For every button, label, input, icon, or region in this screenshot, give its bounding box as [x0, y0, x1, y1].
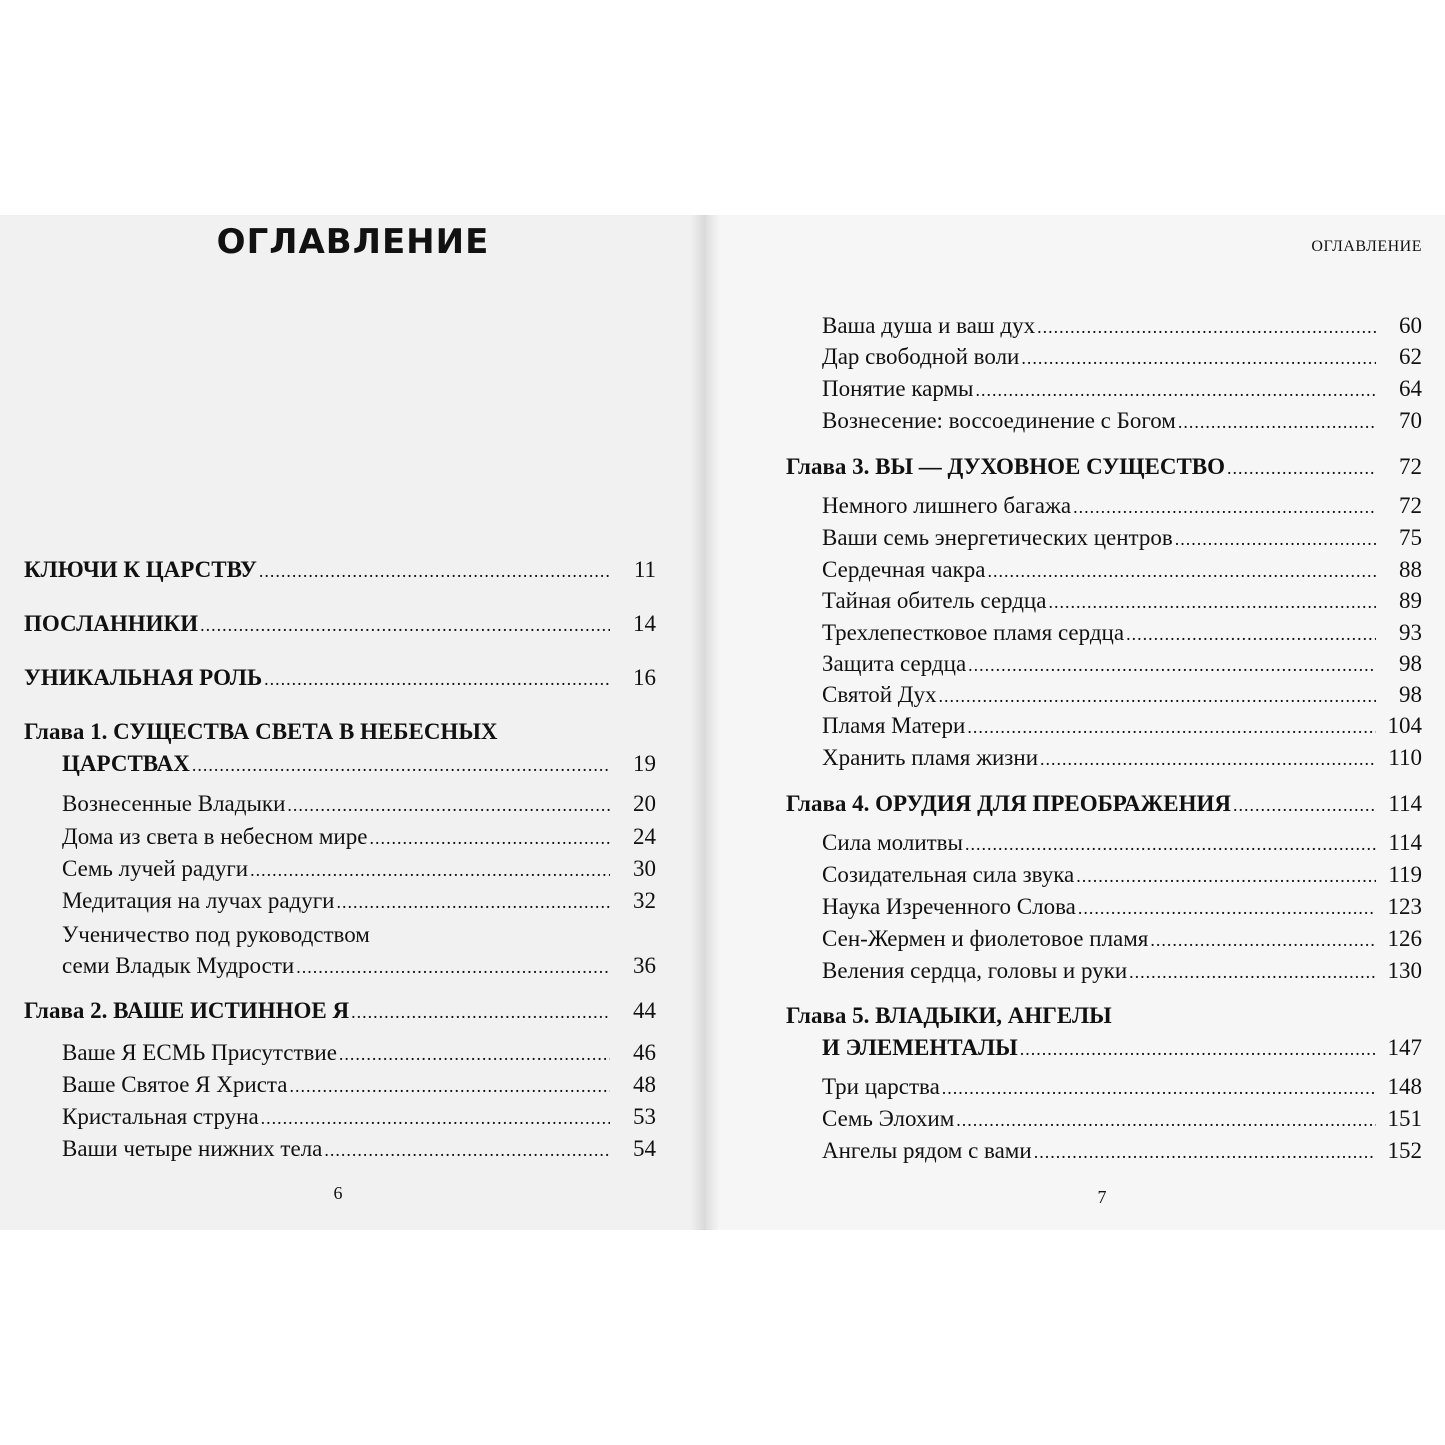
toc-entry-title: Семь Элохим [822, 1106, 955, 1131]
toc-entry [822, 621, 1422, 644]
toc-entry [62, 1041, 656, 1064]
toc-entry [822, 314, 1422, 337]
toc-entry [822, 652, 1422, 675]
toc-leader-dots [1076, 867, 1376, 885]
toc-entry [822, 714, 1422, 737]
toc-entry-title: Дар свободной воли [822, 344, 1020, 369]
toc-entry-title: Трехлепестковое пламя сердца [822, 620, 1125, 645]
toc-entry [786, 455, 1422, 478]
toc-entry-title: Глава 3. ВЫ — ДУХОВНОЕ СУЩЕСТВО [786, 454, 1226, 479]
toc-entry [822, 1036, 1422, 1059]
toc-entry-page: 110 [1388, 745, 1422, 770]
toc-entry [62, 752, 656, 775]
toc-leader-dots [296, 958, 610, 976]
toc-leader-dots [336, 893, 610, 911]
toc-entry [822, 831, 1422, 854]
toc-leader-dots [968, 656, 1376, 674]
toc-entry-page: 89 [1399, 588, 1422, 613]
toc-entry [822, 683, 1422, 706]
toc-entry-page: 98 [1399, 651, 1422, 676]
toc-entry-page: 54 [633, 1136, 656, 1161]
toc-leader-dots [264, 670, 610, 688]
toc-leader-dots [987, 562, 1376, 580]
toc-entry-page: 32 [633, 888, 656, 913]
toc-entry-title: Семь лучей радуги [62, 856, 249, 881]
toc-entry-page: 11 [633, 557, 656, 582]
toc-entry-title: Сила молитвы [822, 830, 963, 855]
toc-entry-title: Понятие кармы [822, 376, 974, 401]
toc-leader-dots [289, 1077, 610, 1095]
toc-entry-page: 72 [1399, 493, 1422, 518]
toc-leader-dots [942, 1079, 1376, 1097]
toc-entry-title: Немного лишнего багажа [822, 493, 1072, 518]
toc-leader-dots [261, 1109, 610, 1127]
toc-entry-title: Три царства [822, 1074, 940, 1099]
toc-entry-page: 44 [633, 998, 656, 1023]
toc-leader-dots [351, 1003, 610, 1021]
toc-entry-title: Сен-Жермен и фиолетовое пламя [822, 926, 1149, 951]
toc-entry-title: УНИКАЛЬНАЯ РОЛЬ [24, 665, 263, 690]
toc-entry-title: Святой Дух [822, 682, 937, 707]
toc-entry [822, 558, 1422, 581]
toc-leader-dots [1150, 931, 1376, 949]
toc-entry-page: 36 [633, 953, 656, 978]
toc-entry-page: 16 [633, 665, 656, 690]
toc-leader-dots [339, 1045, 610, 1063]
toc-entry-page: 88 [1399, 557, 1422, 582]
chapter-heading-line: Глава 1. СУЩЕСТВА СВЕТА В НЕБЕСНЫХ [24, 719, 498, 744]
toc-entry-page: 151 [1387, 1106, 1422, 1131]
toc-entry-title: Ваше Я ЕСМЬ Присутствие [62, 1040, 337, 1065]
toc-entry [822, 863, 1422, 886]
toc-leader-dots [1020, 1040, 1376, 1058]
toc-leader-dots [1227, 459, 1376, 477]
toc-entry-title: Защита сердца [822, 651, 967, 676]
toc-entry-page: 30 [633, 856, 656, 881]
toc-entry [822, 409, 1422, 432]
toc-entry [822, 1075, 1422, 1098]
toc-entry-title: ПОСЛАННИКИ [24, 611, 199, 636]
toc-leader-dots [965, 835, 1376, 853]
toc-entry-page: 60 [1399, 313, 1422, 338]
toc-leader-dots [976, 381, 1376, 399]
toc-entry-title: Тайная обитель сердца [822, 588, 1047, 613]
toc-entry-page: 114 [1388, 830, 1422, 855]
page-number: 7 [1097, 1187, 1107, 1207]
toc-entry-page: 98 [1399, 682, 1422, 707]
toc-leader-dots [1037, 318, 1376, 336]
toc-leader-dots [192, 756, 610, 774]
toc-entry-page: 119 [1388, 862, 1422, 887]
toc-leader-dots [324, 1141, 610, 1159]
toc-entry-page: 148 [1387, 1074, 1422, 1099]
toc-leader-dots [1126, 625, 1376, 643]
running-head: ОГЛАВЛЕНИЕ [1311, 238, 1422, 255]
toc-leader-dots [956, 1111, 1376, 1129]
toc-entry-page: 130 [1387, 958, 1422, 983]
toc-entry-title: Ваше Святое Я Христа [62, 1072, 288, 1097]
chapter-heading-line: Глава 5. ВЛАДЫКИ, АНГЕЛЫ [786, 1003, 1112, 1028]
toc-entry-page: 62 [1399, 344, 1422, 369]
toc-entry-title: Вознесение: воссоединение с Богом [822, 408, 1176, 433]
toc-entry-page: 24 [633, 824, 656, 849]
toc-entry [822, 959, 1422, 982]
toc-entry-title: Наука Изреченного Слова [822, 894, 1076, 919]
page-number: 6 [333, 1183, 343, 1203]
toc-entry-title: Веления сердца, головы и руки [822, 958, 1128, 983]
toc-leader-dots [1034, 1143, 1376, 1161]
toc-entry-page: 75 [1399, 525, 1422, 550]
toc-leader-dots [250, 861, 610, 879]
toc-leader-dots [1040, 750, 1376, 768]
toc-entry-title: Созидательная сила звука [822, 862, 1075, 887]
toc-entry-page: 48 [633, 1072, 656, 1097]
toc-entry [24, 612, 656, 635]
toc-leader-dots [287, 796, 610, 814]
toc-entry-title: Ваши семь энергетических центров [822, 525, 1173, 550]
toc-entry [822, 895, 1422, 918]
toc-entry [822, 746, 1422, 769]
toc-leader-dots [1233, 796, 1376, 814]
toc-entry-page: 93 [1399, 620, 1422, 645]
toc-entry [24, 999, 656, 1022]
toc-entry [822, 526, 1422, 549]
toc-entry-title: Ангелы рядом с вами [822, 1138, 1032, 1163]
book-gutter [690, 215, 720, 1230]
page-title: ОГЛАВЛЕНИЕ [216, 222, 490, 262]
toc-leader-dots [967, 718, 1376, 736]
toc-leader-dots [1021, 349, 1376, 367]
toc-entry-title: Ваши четыре нижних тела [62, 1136, 323, 1161]
toc-entry-title: Вознесенные Владыки [62, 791, 286, 816]
toc-entry-page: 20 [633, 791, 656, 816]
toc-entry [62, 792, 656, 815]
toc-entry-title: семи Владык Мудрости [62, 953, 295, 978]
toc-entry-page: 46 [633, 1040, 656, 1065]
toc-entry [62, 825, 656, 848]
toc-entry-title: Дома из света в небесном мире [62, 824, 368, 849]
toc-entry-page: 152 [1387, 1138, 1422, 1163]
toc-entry [24, 558, 656, 581]
toc-entry [822, 1139, 1422, 1162]
toc-entry [62, 954, 656, 977]
toc-leader-dots [1178, 413, 1376, 431]
toc-entry-page: 114 [1388, 791, 1422, 816]
toc-entry [24, 666, 656, 689]
toc-entry [62, 857, 656, 880]
toc-leader-dots [1048, 593, 1376, 611]
toc-entry-page: 64 [1399, 376, 1422, 401]
toc-entry-title: Ваша душа и ваш дух [822, 313, 1036, 338]
toc-entry-page: 126 [1387, 926, 1422, 951]
toc-leader-dots [369, 829, 610, 847]
toc-entry [786, 792, 1422, 815]
toc-entry-title: Кристальная струна [62, 1104, 259, 1129]
toc-entry [822, 494, 1422, 517]
toc-entry-title-line: Ученичество под руководством [62, 922, 370, 947]
toc-entry-page: 72 [1399, 454, 1422, 479]
toc-entry-title: КЛЮЧИ К ЦАРСТВУ [24, 557, 257, 582]
toc-entry [822, 1107, 1422, 1130]
toc-entry-title: Сердечная чакра [822, 557, 986, 582]
toc-leader-dots [938, 687, 1376, 705]
toc-entry [62, 1105, 656, 1128]
toc-entry-page: 70 [1399, 408, 1422, 433]
toc-entry-title: ЦАРСТВАХ [62, 751, 190, 776]
toc-leader-dots [200, 616, 610, 634]
toc-entry [822, 589, 1422, 612]
toc-entry [62, 1137, 656, 1160]
toc-leader-dots [1073, 498, 1376, 516]
toc-entry-page: 104 [1387, 713, 1422, 738]
toc-entry-page: 53 [633, 1104, 656, 1129]
toc-entry [62, 889, 656, 912]
toc-entry-page: 14 [633, 611, 656, 636]
toc-leader-dots [1129, 963, 1376, 981]
toc-entry-title: Хранить пламя жизни [822, 745, 1039, 770]
toc-entry-title: Медитация на лучах радуги [62, 888, 335, 913]
toc-entry-page: 19 [633, 751, 656, 776]
toc-entry [822, 377, 1422, 400]
toc-leader-dots [259, 562, 610, 580]
toc-entry-title: И ЭЛЕМЕНТАЛЫ [822, 1035, 1018, 1060]
toc-entry-title: Глава 2. ВАШЕ ИСТИННОЕ Я [24, 998, 350, 1023]
toc-leader-dots [1078, 899, 1376, 917]
toc-entry [62, 1073, 656, 1096]
toc-leader-dots [1175, 530, 1376, 548]
toc-entry [822, 345, 1422, 368]
toc-entry-title: Глава 4. ОРУДИЯ ДЛЯ ПРЕОБРАЖЕНИЯ [786, 791, 1231, 816]
toc-entry [822, 927, 1422, 950]
toc-entry-page: 147 [1387, 1035, 1422, 1060]
toc-entry-page: 123 [1387, 894, 1422, 919]
toc-entry-title: Пламя Матери [822, 713, 966, 738]
